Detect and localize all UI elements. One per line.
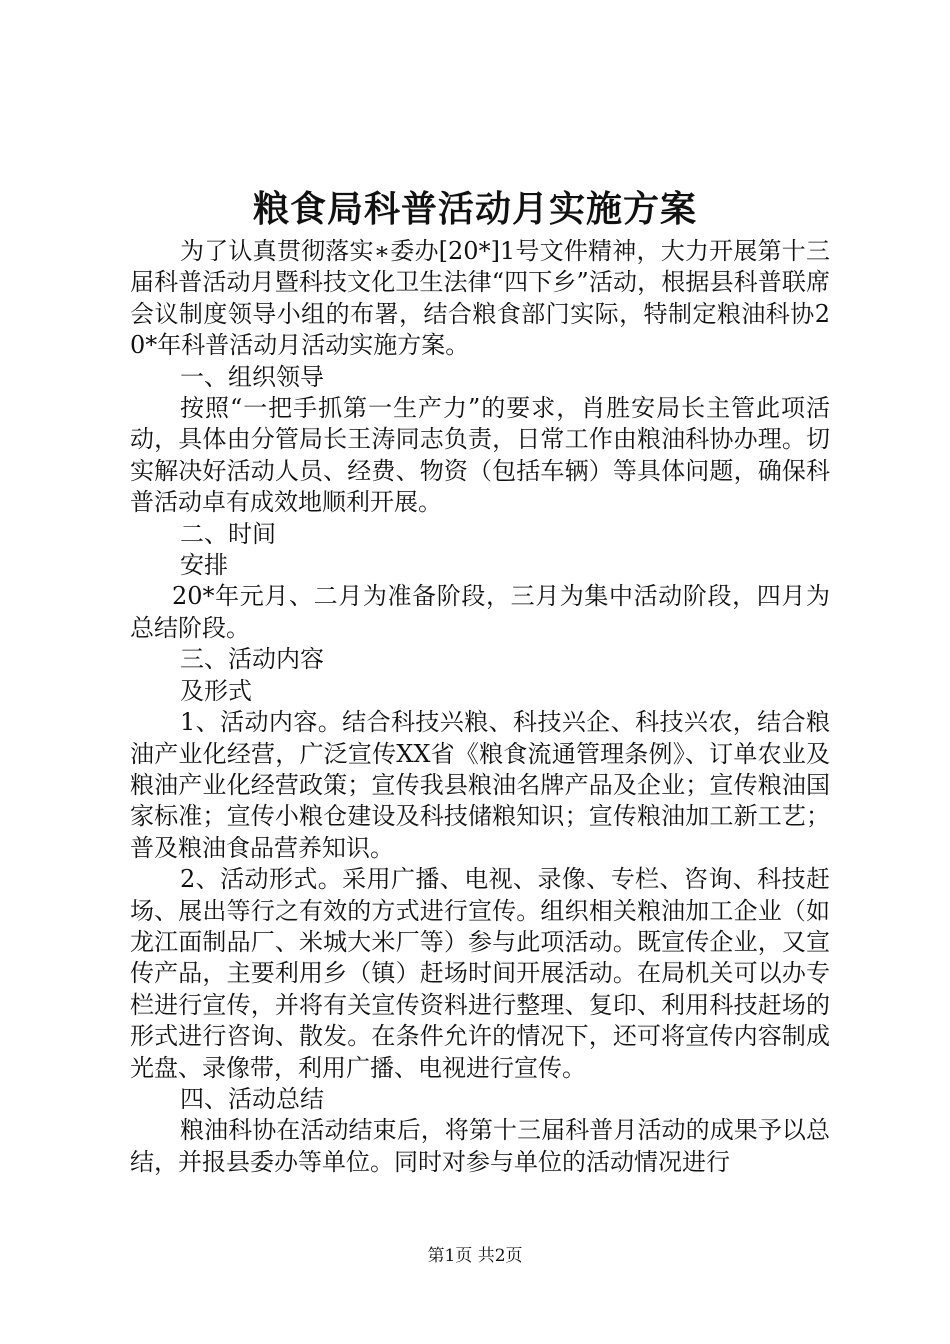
section-heading-form: 及形式 [180, 676, 252, 705]
intro-paragraph: 为了认真贯彻落实∗委办[20*]1号文件精神，大力开展第十三届科普活动月暨科技文化卫生法律“四下乡”活动，根据县科普联席会议制度领导小组的布署，结合粮食部门实际，特制定粮油科协20*年科普活动月活动实施方案。 [130, 237, 830, 360]
page-indicator: 第1页 共2页 [427, 1246, 523, 1266]
section-heading-content: 三、活动内容 [180, 645, 324, 674]
section-heading-arrangement: 安排 [180, 551, 228, 580]
document-title: 粮食局科普活动月实施方案 [252, 188, 697, 230]
section-heading-organization: 一、组织领导 [180, 362, 324, 391]
time-paragraph: 20*年元月、二月为准备阶段，三月为集中活动阶段，四月为总结阶段。 [130, 582, 830, 642]
content-paragraph: 1、活动内容。结合科技兴粮、科技兴企、科技兴农，结合粮油产业化经营，广泛宣传XX省《粮食流通管理条例》、订单农业及粮油产业化经营政策；宣传我县粮油名牌产品及企业；宣传粮油国家标准；宣传小粮仓建设及科技储粮知识；宣传粮油加工新工艺；普及粮油食品营养知识。 [130, 708, 830, 862]
section-heading-time: 二、时间 [180, 519, 276, 548]
form-paragraph: 2、活动形式。采用广播、电视、录像、专栏、咨询、科技赶场、展出等行之有效的方式进行宣传。组织相关粮油加工企业（如龙江面制品厂、米城大米厂等）参与此项活动。既宣传企业，又宣传产品，主要利用乡（镇）赶场时间开展活动。在局机关可以办专栏进行宣传，并将有关宣传资料进行整理、复印、利用科技赶场的形式进行咨询、散发。在条件允许的情况下，还可将宣传内容制成光盘、录像带，利用广播、电视进行宣传。 [130, 865, 830, 1082]
summary-paragraph: 粮油科协在活动结束后，将第十三届科普月活动的成果予以总结，并报县委办等单位。同时对参与单位的活动情况进行 [130, 1116, 830, 1176]
organization-paragraph: 按照“一把手抓第一生产力”的要求，肖胜安局长主管此项活动，具体由分管局长王涛同志负责，日常工作由粮油科协办理。切实解决好活动人员、经费、物资（包括车辆）等具体问题，确保科普活动卓有成效地顺利开展。 [130, 394, 830, 517]
section-heading-summary: 四、活动总结 [180, 1084, 324, 1113]
document-body [130, 236, 830, 1178]
